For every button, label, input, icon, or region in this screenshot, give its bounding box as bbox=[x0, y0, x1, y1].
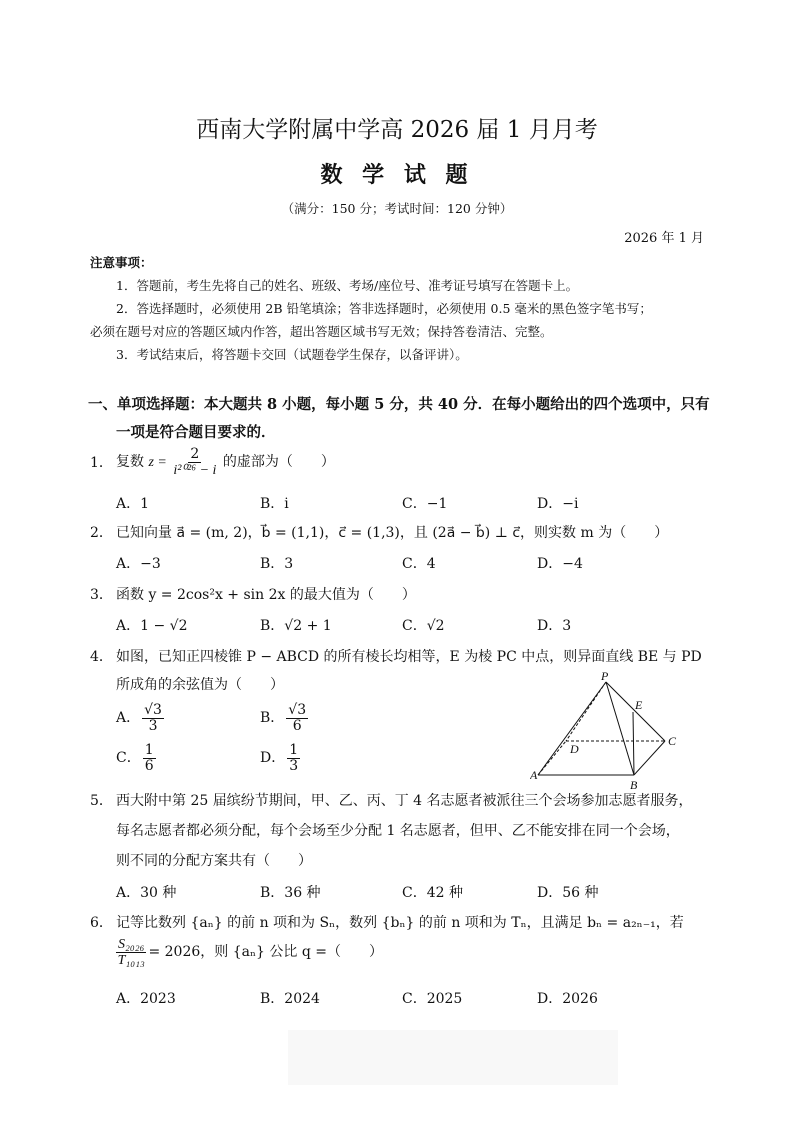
option-b bbox=[260, 698, 310, 738]
stem-text: 复数 bbox=[116, 454, 144, 470]
numerator: 1 bbox=[289, 741, 299, 758]
option-d: D．56 种 bbox=[537, 885, 599, 901]
option-b: B．36 种 bbox=[260, 885, 321, 901]
question-1-number: 1． bbox=[90, 455, 113, 471]
denominator: 3 bbox=[148, 717, 158, 734]
option-c: C．42 种 bbox=[402, 885, 463, 901]
option-a: A．1 bbox=[116, 496, 150, 512]
option-a: A．30 种 bbox=[116, 885, 177, 901]
fraction bbox=[143, 743, 156, 774]
fraction bbox=[142, 703, 164, 734]
segment-be bbox=[633, 712, 634, 775]
denominator: 6 bbox=[144, 757, 154, 774]
label-c: C bbox=[668, 734, 677, 748]
option-b: B．3 bbox=[260, 556, 294, 572]
exam-title: 西南大学附属中学高 2026 届 1 月月考 bbox=[196, 117, 598, 143]
notice-item: 3．考试结束后，将答题卡交回（试题卷学生保存，以备评讲）。 bbox=[116, 347, 468, 362]
question-5-stem: 西大附中第 25 届缤纷节期间，甲、乙、丙、丁 4 名志愿者被派往三个会场参加志愿者服务， bbox=[116, 793, 693, 809]
question-6-stem: 记等比数列 {aₙ} 的前 n 项和为 Sₙ，数列 {bₙ} 的前 n 项和为 Tₙ，且满足 bₙ = a₂ₙ₋₁，若 bbox=[116, 915, 684, 931]
pyramid-figure bbox=[530, 670, 700, 795]
option-label: B． bbox=[260, 710, 285, 726]
label-b: B bbox=[630, 778, 638, 792]
notice-item: 2．答选择题时，必须使用 2B 铅笔填涂；答非选择题时，必须使用 0.5 毫米的黑色签字笔书写； bbox=[116, 301, 652, 316]
section-heading: 一、单项选择题：本大题共 8 小题，每小题 5 分，共 40 分．在每小题给出的四个选项中，只有 bbox=[88, 396, 710, 413]
option-a: A．1 − √2 bbox=[116, 618, 188, 634]
question-5-number: 5． bbox=[90, 793, 113, 809]
question-4-number: 4． bbox=[90, 649, 113, 665]
edge-bc bbox=[634, 741, 665, 775]
question-4-stem: 如图，已知正四棱锥 P − ABCD 的所有棱长均相等，E 为棱 PC 中点，则异面直线 BE 与 PD bbox=[116, 649, 702, 665]
exam-info: （满分：150 分；考试时间：120 分钟） bbox=[281, 201, 513, 216]
label-d: D bbox=[570, 742, 579, 756]
option-d bbox=[260, 738, 302, 778]
option-b: B．√2 + 1 bbox=[260, 618, 332, 634]
option-c: C．4 bbox=[402, 556, 436, 572]
exam-date: 2026 年 1 月 bbox=[624, 231, 704, 246]
fraction bbox=[173, 447, 216, 478]
notice-item: 必须在题号对应的答题区域内作答，超出答题区域书写无效；保持答卷清洁、完整。 bbox=[90, 324, 553, 339]
option-c: C．2025 bbox=[402, 991, 463, 1007]
question-2-stem: 已知向量 a⃗ = (m, 2)，b⃗ = (1,1)，c⃗ = (1,3)，且 (2a⃗ − b⃗) ⊥ c⃗，则实数 m 为（ ） bbox=[116, 525, 669, 541]
question-6-stem-cont bbox=[114, 935, 383, 969]
numerator: √3 bbox=[288, 701, 307, 718]
denominator: 6 bbox=[292, 717, 302, 734]
label-p: P bbox=[601, 670, 609, 683]
fraction bbox=[287, 743, 300, 774]
denominator: i²⁰²⁶ − i bbox=[173, 462, 217, 478]
option-d: D．2026 bbox=[537, 991, 598, 1007]
option-c bbox=[116, 738, 158, 778]
notice-heading: 注意事项： bbox=[90, 255, 153, 270]
question-3-stem: 函数 y = 2cos²x + sin 2x 的最大值为（ ） bbox=[116, 587, 416, 603]
option-a: A．−3 bbox=[116, 556, 161, 572]
option-label: A． bbox=[116, 710, 141, 726]
edge-pa bbox=[538, 682, 606, 775]
fraction bbox=[286, 703, 308, 734]
question-5-stem-cont: 每名志愿者都必须分配，每个会场至少分配 1 名志愿者，但甲、乙不能安排在同一个会场， bbox=[116, 823, 680, 839]
option-label: D． bbox=[260, 750, 286, 766]
stem-text: = 2026，则 {aₙ} 公比 q =（ ） bbox=[148, 944, 383, 960]
question-1-stem bbox=[116, 445, 335, 480]
notice-item: 1．答题前，考生先将自己的姓名、班级、考场/座位号、准考证号填写在答题卡上。 bbox=[116, 278, 579, 293]
question-3-number: 3． bbox=[90, 587, 113, 603]
option-b: B．2024 bbox=[260, 991, 320, 1007]
option-label: C． bbox=[116, 750, 141, 766]
subject-title: 数 学 试 题 bbox=[320, 162, 474, 188]
label-e: E bbox=[635, 698, 643, 712]
option-d: D．−4 bbox=[537, 556, 583, 572]
option-a: A．2023 bbox=[116, 991, 176, 1007]
numerator: √3 bbox=[144, 701, 162, 718]
option-a bbox=[116, 698, 166, 738]
edge-pd bbox=[566, 682, 606, 741]
option-c: C．−1 bbox=[402, 496, 448, 512]
option-d: D．−i bbox=[537, 496, 579, 512]
question-2-number: 2． bbox=[90, 525, 113, 541]
question-5-stem-cont: 则不同的分配方案共有（ ） bbox=[116, 853, 312, 869]
math-z: z = bbox=[148, 455, 167, 470]
question-4-stem-cont: 所成角的余弦值为（ ） bbox=[116, 677, 284, 693]
fraction bbox=[116, 937, 146, 968]
question-6-number: 6． bbox=[90, 915, 113, 931]
edge-ad bbox=[538, 741, 566, 775]
option-c: C．√2 bbox=[402, 618, 445, 634]
option-d: D．3 bbox=[537, 618, 572, 634]
numerator: 2 bbox=[190, 445, 200, 462]
faint-watermark-box bbox=[288, 1030, 618, 1085]
label-a: A bbox=[530, 768, 538, 782]
numerator: S₂₀₂₆ bbox=[118, 936, 145, 952]
numerator: 1 bbox=[144, 741, 154, 758]
option-b: B．i bbox=[260, 496, 289, 512]
denominator: T₁₀₁₃ bbox=[117, 952, 145, 968]
denominator: 3 bbox=[289, 757, 299, 774]
section-heading-cont: 一项是符合题目要求的． bbox=[116, 424, 276, 441]
stem-text: 的虚部为（ ） bbox=[222, 454, 335, 470]
